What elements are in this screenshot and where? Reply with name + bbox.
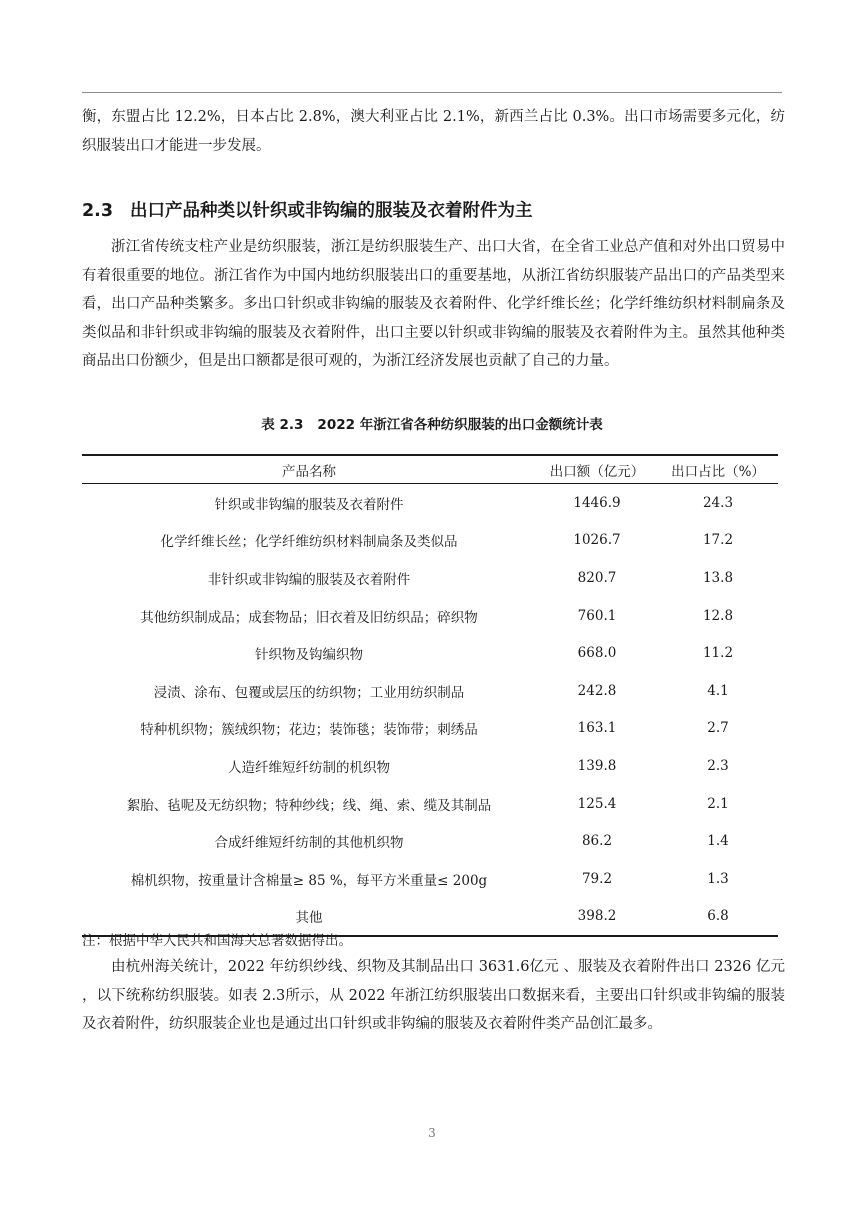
cell-share: 1.3 <box>707 870 729 887</box>
table-row <box>82 860 778 898</box>
cell-name: 针织或非钩编的服装及衣着附件 <box>214 496 404 513</box>
cell-value: 79.2 <box>581 870 613 887</box>
cell-value: 163.1 <box>577 720 617 737</box>
header-export-share: 出口占比（%） <box>658 455 778 484</box>
cell-name: 特种机织物；簇绒织物；花边；装饰毯；装饰带；刺绣品 <box>140 722 478 739</box>
table-row <box>82 634 778 672</box>
header-export-value: 出口额（亿元） <box>536 455 658 484</box>
paragraph-bottom: 由杭州海关统计，2022 年纺织纱线、织物及其制品出口 3631.6亿元 、服装及衣着附件出口 2326 亿元 ，以下统称纺织服装。如表 2.3所示，从 2022 年浙江纺织服装出口数据来看，主要出口针织或非钩编的服装及衣着附件，纺织服装企业也是通过出口针织或非钩编的服装及衣着附件类产品创汇最多。 <box>82 959 785 1032</box>
paragraph-top: 衡，东盟占比 12.2%，日本占比 2.8%，澳大利亚占比 2.1%，新西兰占比 0.3%。出口市场需要多元化，纺织服装出口才能进一步发展。 <box>82 109 785 154</box>
table-caption-title: 2022 年浙江省各种纺织服装的出口金额统计表 <box>317 417 603 433</box>
cell-value: 820.7 <box>577 569 617 586</box>
cell-value: 1026.7 <box>573 532 621 549</box>
table-row <box>82 559 778 597</box>
cell-name: 人造纤维短纤纺制的机织物 <box>228 759 390 776</box>
table-row <box>82 672 778 710</box>
table-row <box>82 785 778 823</box>
cell-value: 139.8 <box>577 757 617 774</box>
cell-name: 针织物及钩编织物 <box>255 647 363 664</box>
cell-value: 242.8 <box>577 682 617 699</box>
table-caption <box>82 414 782 436</box>
cell-value: 86.2 <box>581 833 613 850</box>
cell-name: 其他 <box>82 898 536 937</box>
table-row <box>82 597 778 635</box>
cell-name: 浸渍、涂布、包覆或层压的纺织物；工业用纺织制品 <box>153 684 465 701</box>
page-number: 3 <box>428 1126 436 1140</box>
table-row <box>82 747 778 785</box>
table-caption-number: 表 2.3 <box>261 417 304 433</box>
section-title: 出口产品种类以针织或非钩编的服装及衣着附件为主 <box>130 201 533 221</box>
cell-value: 760.1 <box>577 607 617 624</box>
header-rule <box>82 92 782 93</box>
cell-name: 合成纤维短纤纺制的其他机织物 <box>214 835 404 852</box>
cell-share: 4.1 <box>707 682 729 699</box>
cell-share: 2.3 <box>707 757 729 774</box>
header-product-name: 产品名称 <box>82 455 536 484</box>
section-heading <box>82 197 533 225</box>
cell-name: 棉机织物，按重量计含棉量≥ 85 %，每平方米重量≤ 200g <box>130 872 488 889</box>
table-header-row <box>82 455 778 484</box>
cell-value: 125.4 <box>577 795 617 812</box>
cell-name: 化学纤维长丝；化学纤维纺织材料制扁条及类似品 <box>160 534 458 551</box>
table-row <box>82 484 778 522</box>
table-row <box>82 822 778 860</box>
cell-share: 1.4 <box>707 833 729 850</box>
cell-share: 11.2 <box>702 645 734 662</box>
cell-share: 24.3 <box>702 494 734 511</box>
cell-name: 非针织或非钩编的服装及衣着附件 <box>207 571 411 588</box>
cell-value: 1446.9 <box>573 494 621 511</box>
cell-share: 12.8 <box>702 607 734 624</box>
table-row <box>82 522 778 560</box>
cell-share: 2.7 <box>707 720 729 737</box>
paragraph-intro: 浙江省传统支柱产业是纺织服装，浙江是纺织服装生产、出口大省，在全省工业总产值和对外出口贸易中有着很重要的地位。浙江省作为中国内地纺织服装出口的重要基地，从浙江省纺织服装产品出口的产品类型来看，出口产品种类繁多。多出口针织或非钩编的服装及衣着附件、化学纤维长丝；化学纤维纺织材料制扁条及类似品和非针织或非钩编的服装及衣着附件，出口主要以针织或非钩编的服装及衣着附件为主。虽然其他种类商品出口份额少，但是出口额都是很可观的，为浙江经济发展也贡献了自己的力量。 <box>82 239 785 369</box>
section-number: 2.3 <box>82 201 114 221</box>
cell-share: 2.1 <box>707 795 729 812</box>
table-row <box>82 710 778 748</box>
table-note: 注：根据中华人民共和国海关总署数据得出。 <box>82 933 352 949</box>
cell-name: 絮胎、毡呢及无纺织物；特种纱线；线、绳、索、缆及其制品 <box>126 797 492 814</box>
cell-value: 398.2 <box>536 898 658 937</box>
cell-share: 13.8 <box>702 569 734 586</box>
cell-name: 其他纺织制成品；成套物品；旧衣着及旧纺织品；碎织物 <box>140 609 478 626</box>
cell-share: 6.8 <box>658 898 778 937</box>
cell-value: 668.0 <box>577 645 617 662</box>
export-table <box>82 454 778 937</box>
cell-share: 17.2 <box>702 532 734 549</box>
